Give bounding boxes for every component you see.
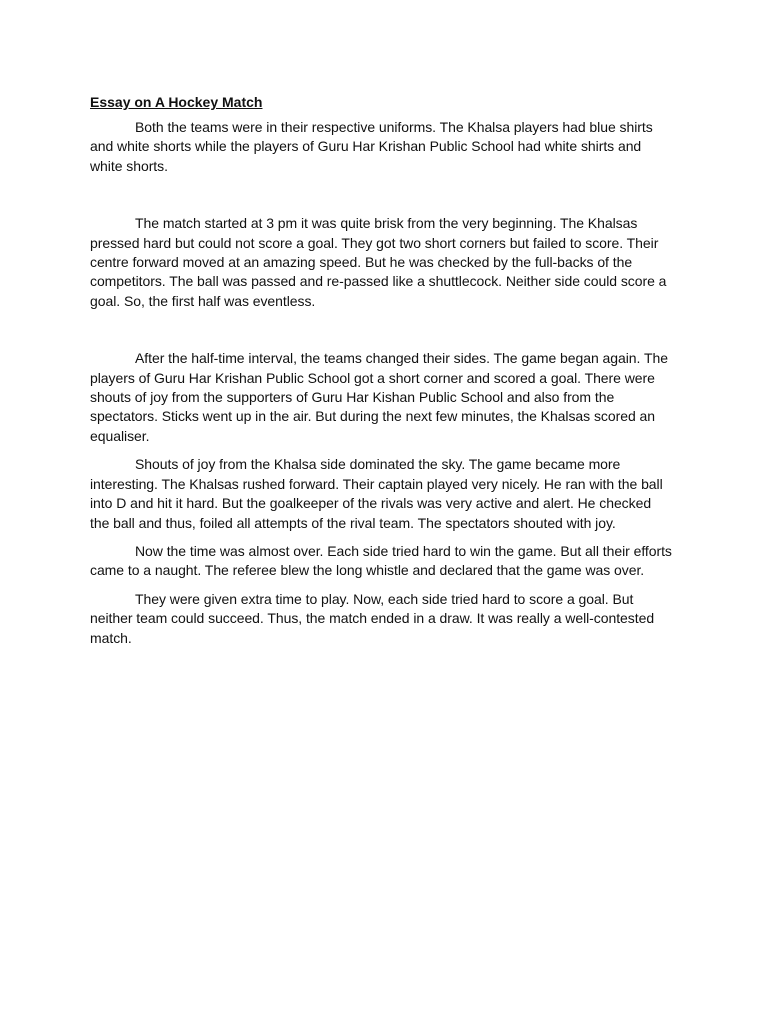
paragraph-khalsa-attack: Shouts of joy from the Khalsa side dominated the sky. The game became more interesting. The Khalsas rushed forward. Their captain played very nicely. He ran with the ball into D and hit it hard. But the goalkeeper of the rivals was very active and alert. He checked the ball and thus, foiled all attempts of the rival team. The spectators shouted with joy. (90, 456, 663, 531)
paragraph-time-over: Now the time was almost over. Each side tried hard to win the game. But all their efforts came to a naught. The referee blew the long whistle and declared that the game was over. (90, 542, 672, 579)
paragraph-spacer (90, 533, 674, 542)
paragraph-spacer (90, 311, 674, 349)
paragraph-second-half: After the half-time interval, the teams changed their sides. The game began again. The players of Guru Har Krishan Public School got a short corner and scored a goal. There were shouts of joy from the supporters of Guru Har Kishan Public School and also from the spectators. Sticks went up in the air. But during the next few minutes, the Khalsas scored an equaliser. (90, 350, 668, 444)
paragraph-extra-time: They were given extra time to play. Now, each side tried hard to score a goal. But neither team could succeed. Thus, the match ended in a draw. It was really a well-contested match. (90, 590, 655, 646)
paragraph-uniforms: Both the teams were in their respective uniforms. The Khalsa players had blue shirts and white shorts while the players of Guru Har Krishan Public School had white shirts and white shorts. (90, 119, 653, 174)
document-title: Essay on A Hockey Match (90, 94, 263, 110)
paragraph-first-half: The match started at 3 pm it was quite brisk from the very beginning. The Khalsas pressed hard but could not score a goal. They got two short corners but failed to score. Their centre forward moved at an amazing speed. But he was checked by the full-backs of the competitors. The ball was passed and re-passed like a shuttlecock. Neither side could score a goal. So, the first half was eventless. (90, 215, 667, 309)
paragraph-spacer (90, 446, 674, 455)
document-page (90, 93, 674, 648)
paragraph-spacer (90, 176, 674, 214)
paragraph-spacer (90, 581, 674, 590)
